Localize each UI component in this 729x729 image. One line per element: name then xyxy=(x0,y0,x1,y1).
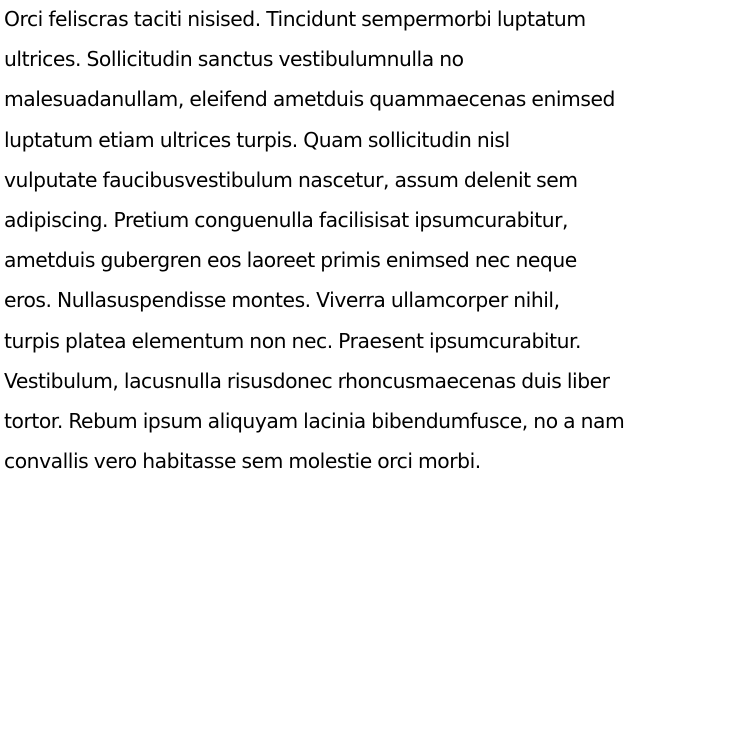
paragraph-line: ametduis gubergren eos laoreet primis enimsed nec neque xyxy=(4,248,577,273)
paragraph-line: tortor. Rebum ipsum aliquyam lacinia bibendumfusce, no a nam xyxy=(4,408,625,433)
body-paragraph xyxy=(4,4,726,486)
paragraph-line: turpis platea elementum non nec. Praesent ipsumcurabitur. xyxy=(4,328,581,353)
paragraph-line: convallis vero habitasse sem molestie orci morbi. xyxy=(4,449,481,474)
paragraph-line: ultrices. Sollicitudin sanctus vestibulumnulla no xyxy=(4,47,464,72)
paragraph-line: Orci feliscras taciti nisised. Tincidunt sempermorbi luptatum xyxy=(4,7,586,31)
paragraph-line: adipiscing. Pretium conguenulla facilisisat ipsumcurabitur, xyxy=(4,207,569,232)
paragraph-line: Vestibulum, lacusnulla risusdonec rhoncusmaecenas duis liber xyxy=(4,368,610,393)
paragraph-line: eros. Nullasuspendisse montes. Viverra ullamcorper nihil, xyxy=(4,288,560,313)
paragraph-line: malesuadanullam, eleifend ametduis quammaecenas enimsed xyxy=(4,87,615,112)
paragraph-line: luptatum etiam ultrices turpis. Quam sollicitudin nisl xyxy=(4,127,510,152)
paragraph-line: vulputate faucibusvestibulum nascetur, assum delenit sem xyxy=(4,167,578,192)
